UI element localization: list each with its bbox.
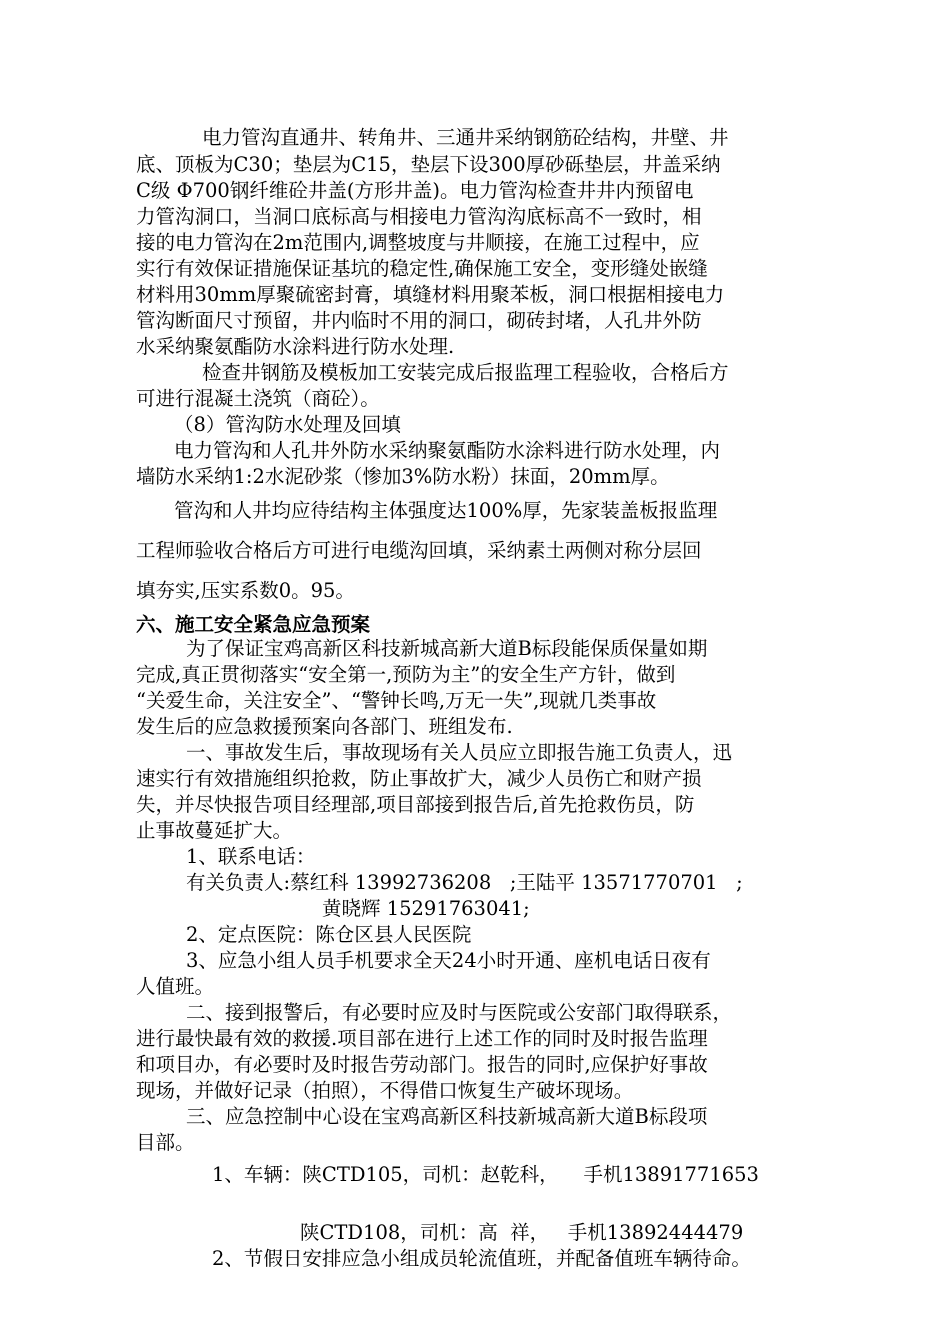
text-line: 目部。 [136,1131,195,1154]
text-line: 发生后的应急救援预案向各部门、班组发布. [136,715,513,738]
text-line: 2、节假日安排应急小组成员轮流值班，并配备值班车辆待命。 [212,1247,751,1270]
text-line: 底、顶板为C30；垫层为C15，垫层下设300厚砂砾垫层，井盖采纳 [136,153,721,176]
section-heading: 六、施工安全紧急应急预案 [136,613,371,636]
text-line: 二、接到报警后，有必要时应及时与医院或公安部门取得联系， [186,1001,733,1024]
text-line: 检查井钢筋及模板加工安装完成后报监理工程验收，合格后方 [202,361,729,384]
text-line: 进行最快最有效的救援.项目部在进行上述工作的同时及时报告监理 [136,1027,708,1050]
text-line: 实行有效保证措施保证基坑的稳定性,确保施工安全，变形缝处嵌缝 [136,257,708,280]
text-line: 电力管沟直通井、转角井、三通井采纳钢筋砼结构，井壁、井 [202,126,729,149]
text-line: 水采纳聚氨酯防水涂料进行防水处理. [136,335,455,358]
text-line: 2、定点医院：陈仓区县人民医院 [186,923,472,946]
text-line: 现场，并做好记录（拍照），不得借口恢复生产破坏现场。 [136,1079,634,1102]
text-line: 一、事故发生后，事故现场有关人员应立即报告施工负责人，迅 [186,741,733,764]
text-line: 速实行有效措施组织抢救，防止事故扩大，减少人员伤亡和财产损 [136,767,702,790]
text-line: 接的电力管沟在2m范围内,调整坡度与井顺接，在施工过程中，应 [136,231,700,254]
text-line: 材料用30mm厚聚硫密封膏，填缝材料用聚苯板，洞口根据相接电力 [136,283,725,306]
text-line: 失，并尽快报告项目经理部,项目部接到报告后,首先抢救伤员，防 [136,793,695,816]
text-line: 填夯实,压实系数0。95。 [136,579,355,602]
text-line: 完成,真正贯彻落实“安全第一,预防为主”的安全生产方针，做到 [136,663,676,686]
text-line: 为了保证宝鸡高新区科技新城高新大道B标段能保质保量如期 [186,637,708,660]
text-line: 墙防水采纳1:2水泥砂浆（惨加3%防水粉）抹面，20mm厚。 [136,465,670,488]
text-line: 人值班。 [136,975,215,998]
text-line: 力管沟洞口，当洞口底标高与相接电力管沟沟底标高不一致时，相 [136,205,702,228]
text-line: 电力管沟和人孔井外防水采纳聚氨酯防水涂料进行防水处理，内 [174,439,721,462]
text-line: C级 Φ700钢纤维砼井盖(方形井盖)。电力管沟检查井井内预留电 [136,179,694,202]
text-line: 可进行混凝土浇筑（商砼）。 [136,387,380,410]
text-line: 工程师验收合格后方可进行电缆沟回填，采纳素土两侧对称分层回 [136,539,702,562]
text-line: （8）管沟防水处理及回填 [174,413,401,436]
text-line: 管沟和人井均应待结构主体强度达100%厚，先家装盖板报监理 [174,499,718,522]
text-line: 三、应急控制中心设在宝鸡高新区科技新城高新大道B标段项 [186,1105,708,1128]
text-line: 黄晓辉 15291763041; [322,897,530,920]
text-line: 止事故蔓延扩大。 [136,819,293,842]
text-line: 1、车辆：陕CTD105，司机：赵乾科， 手机13891771653 [212,1163,759,1186]
text-line: 3、应急小组人员手机要求全天24小时开通、座机电话日夜有 [186,949,711,972]
text-line: 有关负责人:蔡红科 13992736208 ;王陆平 13571770701 ; [186,871,743,894]
text-line: 1、联系电话： [186,845,316,868]
text-line: 陕CTD108，司机：高 祥， 手机13892444479 [300,1221,744,1244]
text-line: “关爱生命，关注安全”、“警钟长鸣,万无一失”,现就几类事故 [136,689,657,712]
text-line: 管沟断面尺寸预留，井内临时不用的洞口，砌砖封堵，人孔井外防 [136,309,702,332]
text-line: 和项目办，有必要时及时报告劳动部门。报告的同时,应保护好事故 [136,1053,708,1076]
